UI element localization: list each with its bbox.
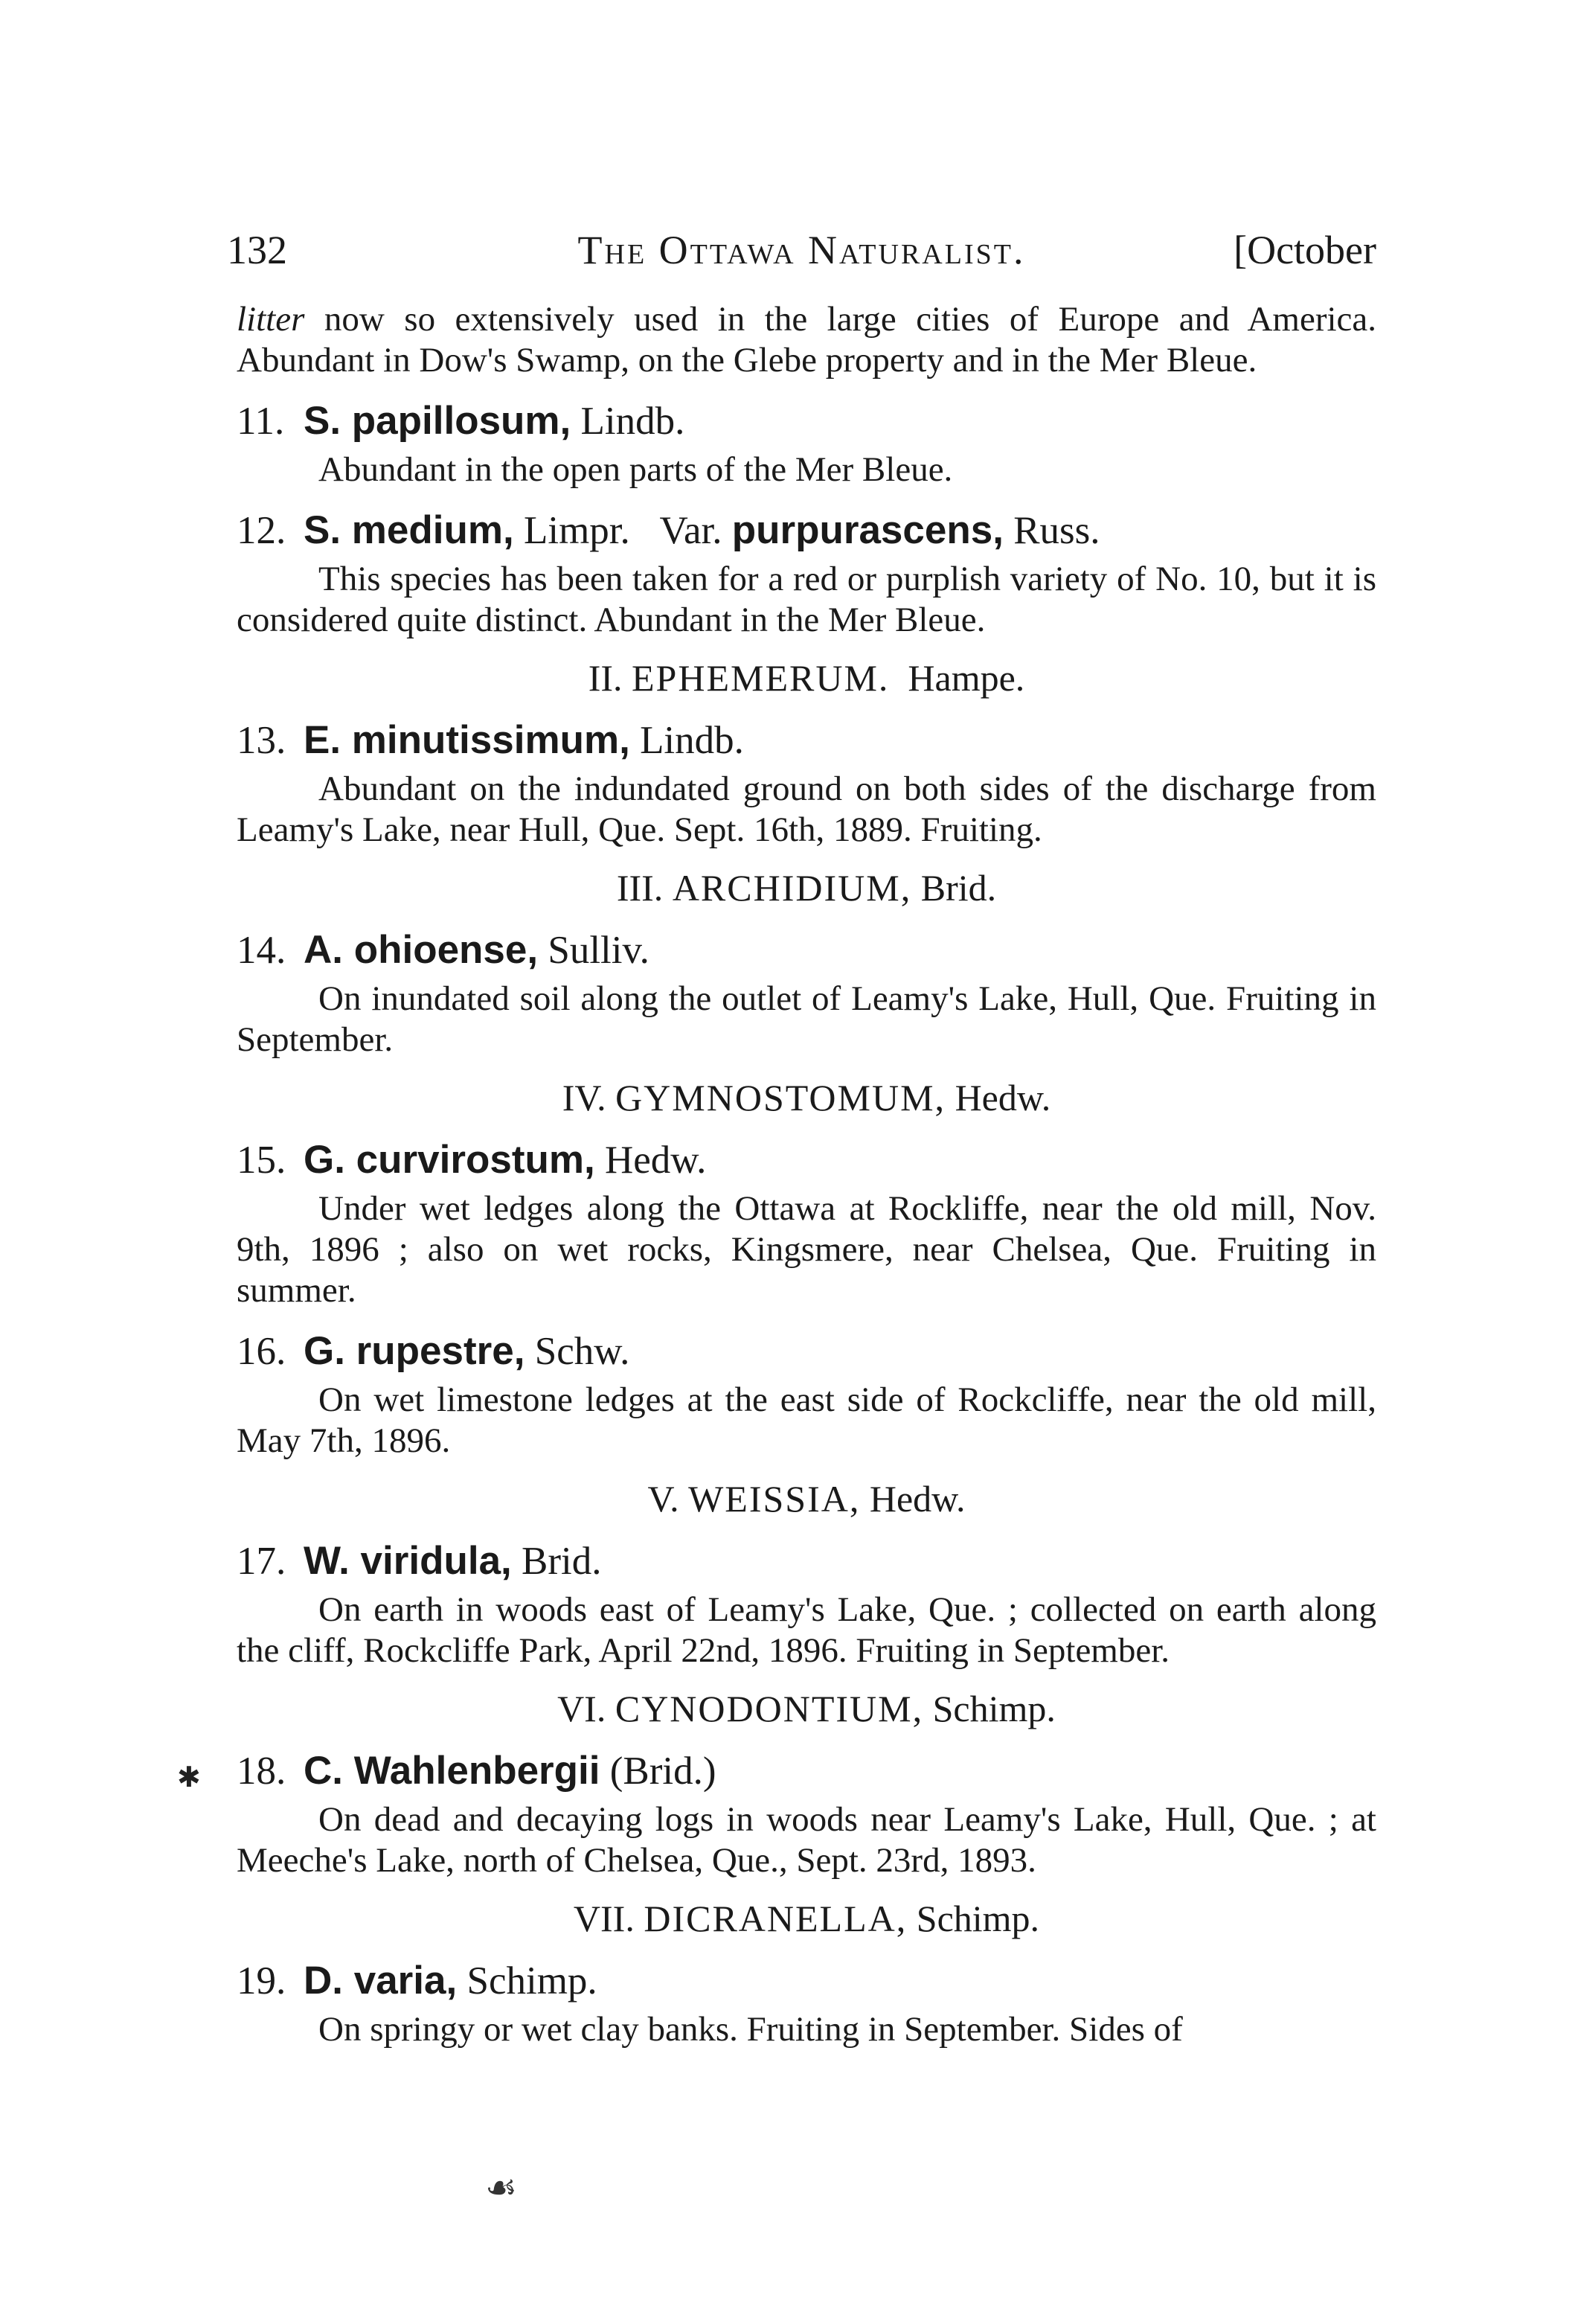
species-name: C. Wahlenbergii — [304, 1749, 600, 1793]
italic-word: litter — [237, 300, 305, 339]
species-entry-12 — [237, 507, 1376, 554]
species-author: Brid. — [511, 1540, 602, 1583]
tailpiece-ornament-icon: ☙ — [485, 2168, 518, 2208]
species-author: Lindb. — [629, 719, 744, 762]
entry-number: 13. — [237, 719, 286, 762]
species-entry-13 — [237, 717, 1376, 764]
species-description: On wet limestone ledges at the east side of Rockcliffe, near the old mill, May 7th, 1896. — [237, 1380, 1376, 1460]
species-entry-14 — [237, 926, 1376, 974]
continued-paragraph: litter now so extensively used in the large cities of Europe and America. Abundant in Dow's Swamp, on the Glebe property and in the Mer Bleue. — [237, 300, 1376, 380]
species-author: Schw. — [525, 1330, 630, 1373]
species-name: D. varia, — [304, 1959, 458, 2003]
genus-heading-weissia: V. WEISSIA, Hedw. — [647, 1478, 966, 1520]
entry-number: 18. — [237, 1750, 286, 1793]
species-author: (Brid.) — [600, 1750, 716, 1793]
species-entry-15 — [237, 1136, 1376, 1184]
species-author: Limpr. — [513, 509, 630, 552]
species-entry-11 — [237, 397, 1376, 445]
species-description: On springy or wet clay banks. Fruiting in September. Sides of — [318, 2010, 1183, 2049]
entry-number: 17. — [237, 1540, 286, 1583]
variety-author: Russ. — [1003, 509, 1100, 552]
genus-heading-cynodontium: VI. CYNODONTIUM, Schimp. — [557, 1688, 1056, 1729]
genus-heading-gymnostomum: IV. GYMNOSTOMUM, Hedw. — [562, 1077, 1051, 1118]
entry-number: 11. — [237, 400, 285, 443]
article-body — [237, 299, 1376, 2050]
species-name: A. ohioense, — [304, 928, 539, 972]
species-name: G. rupestre, — [304, 1329, 525, 1373]
variety-label: Var. — [659, 509, 722, 552]
running-head — [227, 220, 1376, 280]
entry-number: 15. — [237, 1139, 286, 1182]
species-name: S. medium, — [304, 508, 514, 552]
entry-number: 12. — [237, 509, 286, 552]
species-description: On earth in woods east of Leamy's Lake, Que. ; collected on earth along the cliff, Rockcliffe Park, April 22nd, 1896. Fruiting in September. — [237, 1590, 1376, 1670]
genus-heading-archidium: III. ARCHIDIUM, Brid. — [616, 867, 997, 909]
genus-heading-dicranella: VII. DICRANELLA, Schimp. — [573, 1898, 1040, 1939]
species-name: S. papillosum, — [304, 399, 571, 443]
species-name: E. minutissimum, — [304, 718, 630, 762]
issue-month: [October — [1234, 228, 1376, 272]
species-entry-19 — [237, 1957, 1376, 2005]
species-entry-18 — [237, 1747, 1376, 1795]
species-author: Lindb. — [571, 400, 685, 443]
species-description: This species has been taken for a red or purplish variety of No. 10, but it is considered quite distinct. Abundant in the Mer Bleue. — [237, 560, 1376, 639]
species-entry-16 — [237, 1328, 1376, 1375]
entry-number: 19. — [237, 1959, 286, 2003]
species-author: Sulliv. — [538, 929, 649, 972]
page-number: 132 — [227, 228, 287, 272]
genus-heading-ephemerum: II. EPHEMERUM. Hampe. — [588, 657, 1025, 699]
species-author: Schimp. — [457, 1959, 597, 2003]
species-name: W. viridula, — [304, 1539, 512, 1583]
species-author: Hedw. — [594, 1139, 707, 1182]
species-description: Under wet ledges along the Ottawa at Rockliffe, near the old mill, Nov. 9th, 1896 ; also on wet rocks, Kingsmere, near Chelsea, Que. Fruiting in summer. — [237, 1189, 1376, 1310]
species-description: On inundated soil along the outlet of Leamy's Lake, Hull, Que. Fruiting in September. — [237, 979, 1376, 1059]
species-entry-17 — [237, 1537, 1376, 1585]
margin-ornament-icon: ✱ — [177, 1762, 201, 1793]
entry-number: 16. — [237, 1330, 286, 1373]
variety-name: purpurascens, — [731, 508, 1004, 552]
species-description: Abundant on the indundated ground on both sides of the discharge from Leamy's Lake, near Hull, Que. Sept. 16th, 1889. Fruiting. — [237, 769, 1376, 849]
species-description: Abundant in the open parts of the Mer Bleue. — [318, 450, 953, 489]
species-description: On dead and decaying logs in woods near Leamy's Lake, Hull, Que. ; at Meeche's Lake, north of Chelsea, Que., Sept. 23rd, 1893. — [237, 1800, 1376, 1880]
entry-number: 14. — [237, 929, 286, 972]
journal-title: The Ottawa Naturalist. — [577, 228, 1026, 272]
species-name: G. curvirostum, — [304, 1138, 595, 1182]
